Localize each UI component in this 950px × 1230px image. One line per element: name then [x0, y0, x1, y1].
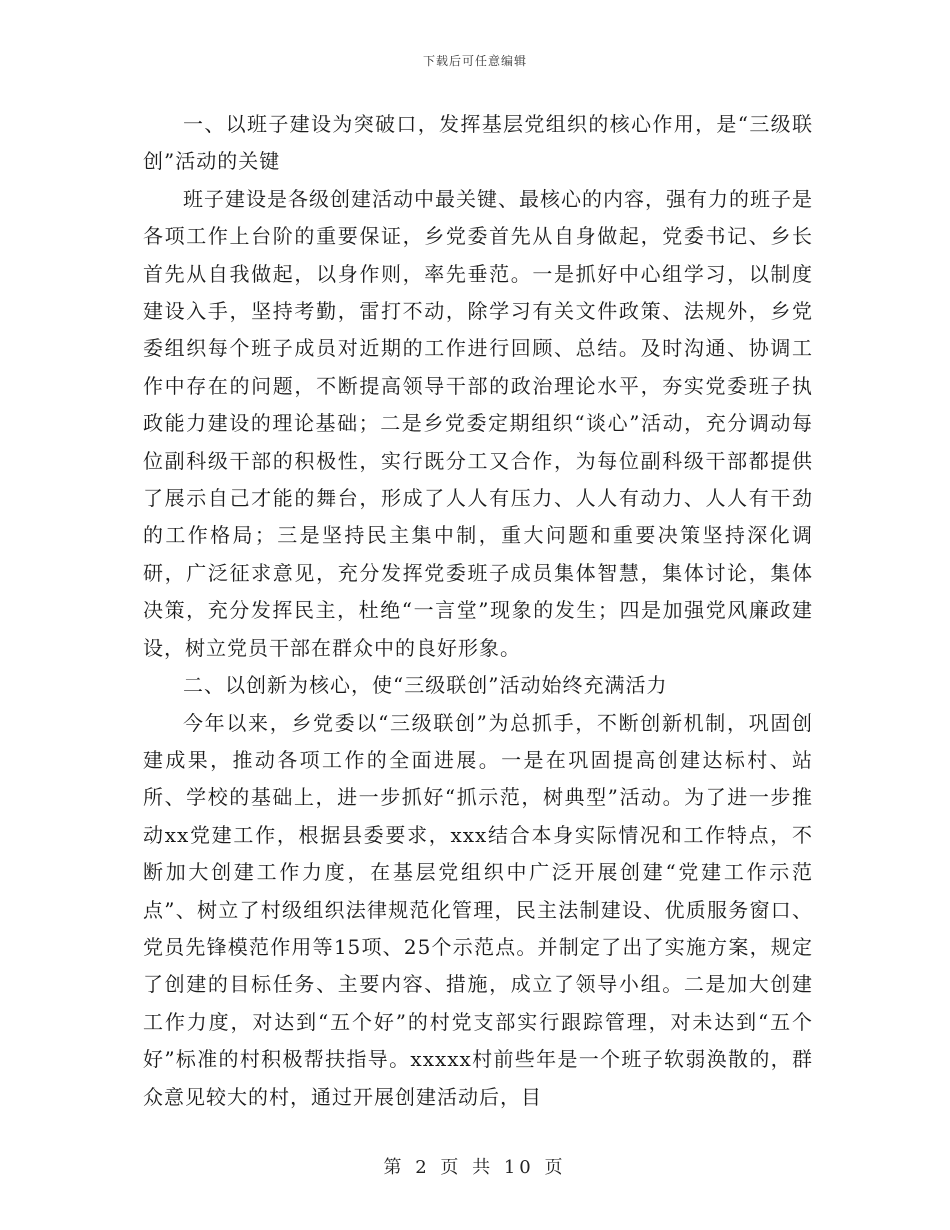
document-body	[143, 106, 813, 1116]
body-paragraph-2: 今年以来，乡党委以“三级联创”为总抓手，不断创新机制，巩固创建成果，推动各项工作的全面进展。一是在巩固提高创建达标村、站所、学校的基础上，进一步抓好“抓示范，树典型”活动。为了进一步推动xx党建工作，根据县委要求，xxx结合本身实际情况和工作特点，不断加大创建工作力度，在基层党组织中广泛开展创建“党建工作示范点”、树立了村级组织法律规范化管理，民主法制建设、优质服务窗口、党员先锋模范作用等15项、25个示范点。并制定了出了实施方案，规定了创建的目标任务、主要内容、措施，成立了领导小组。二是加大创建工作力度，对达到“五个好”的村党支部实行跟踪管理，对未达到“五个好”标准的村积极帮扶指导。xxxxx村前些年是一个班子软弱涣散的，群众意见较大的村，通过开展创建活动后，目	[143, 710, 813, 1109]
body-paragraph-1: 班子建设是各级创建活动中最关键、最核心的内容，强有力的班子是各项工作上台阶的重要保证，乡党委首先从自身做起，党委书记、乡长首先从自我做起，以身作则，率先垂范。一是抓好中心组学习，以制度建设入手，坚持考勤，雷打不动，除学习有关文件政策、法规外，乡党委组织每个班子成员对近期的工作进行回顾、总结。及时沟通、协调工作中存在的问题，不断提高领导干部的政治理论水平，夯实党委班子执政能力建设的理论基础；二是乡党委定期组织“谈心”活动，充分调动每位副科级干部的积极性，实行既分工又合作，为每位副科级干部都提供了展示自己才能的舞台，形成了人人有压力、人人有动力、人人有干劲的工作格局；三是坚持民主集中制，重大问题和重要决策坚持深化调研，广泛征求意见，充分发挥党委班子成员集体智慧，集体讨论，集体决策，充分发挥民主，杜绝“一言堂”现象的发生；四是加强党风廉政建设，树立党员干部在群众中的良好形象。	[143, 186, 813, 660]
section-heading-1: 一、以班子建设为突破口，发挥基层党组织的核心作用，是“三级联创”活动的关键	[143, 112, 813, 174]
page-number-footer: 第 2 页 共 10 页	[383, 1157, 567, 1178]
page-header: 下载后可任意编辑	[422, 54, 527, 68]
section-heading-2: 二、以创新为核心，使“三级联创”活动始终充满活力	[183, 673, 668, 698]
